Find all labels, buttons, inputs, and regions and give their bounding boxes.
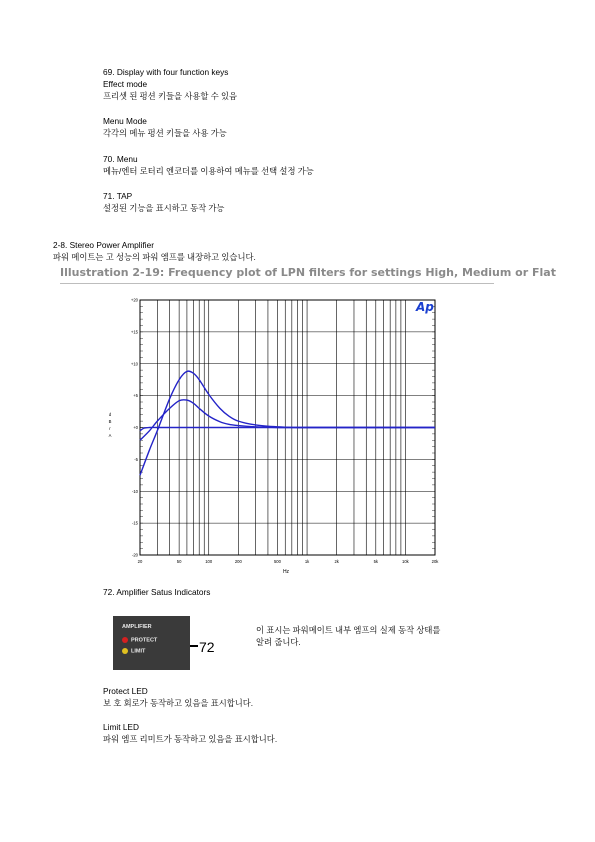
callout-line — [190, 645, 198, 647]
y-axis-label-char: r — [109, 426, 111, 431]
y-tick-labels — [131, 298, 139, 558]
ap-logo: Ap — [416, 300, 434, 314]
section-2-8-desc: 파워 메이트는 고 성능의 파워 엠프를 내장하고 있습니다. — [53, 252, 256, 262]
effect-mode-label: Effect mode — [103, 79, 148, 89]
x-tick-label: 20k — [431, 559, 439, 564]
protect-indicator — [122, 637, 157, 643]
effect-mode-desc: 프리셋 된 펑션 키들을 사용할 수 있음 — [103, 91, 238, 101]
y-tick-label: +0 — [133, 425, 138, 430]
section-70-title: 70. Menu — [103, 154, 138, 164]
series-line-3 — [140, 427, 435, 430]
menu-mode-label: Menu Mode — [103, 116, 147, 126]
frequency-plot — [105, 296, 440, 578]
x-tick-label: 20 — [137, 559, 143, 564]
section-2-8-title: 2-8. Stereo Power Amplifier — [53, 240, 154, 250]
section-70-desc: 메뉴/엔터 로터리 엔코더를 이용하여 메뉴를 선택 설정 가능 — [103, 166, 314, 176]
callout-number: 72 — [199, 639, 215, 655]
x-tick-label: 100 — [205, 559, 213, 564]
caption-divider — [60, 283, 494, 284]
section-69-title: 69. Display with four function keys — [103, 67, 229, 77]
y-axis-label-char: A — [108, 433, 112, 438]
y-tick-label: -5 — [134, 456, 138, 462]
y-axis-label-char: d — [108, 412, 112, 417]
section-72-desc-line1: 이 표시는 파워메이트 내부 엠프의 실제 동작 상태를 — [256, 625, 441, 635]
y-tick-label: +15 — [130, 329, 138, 335]
menu-mode-desc: 각각의 메뉴 펑션 키들을 사용 가능 — [103, 128, 227, 138]
section-72-title: 72. Amplifier Satus Indicators — [103, 587, 211, 597]
section-71-title: 71. TAP — [103, 191, 133, 201]
series-line-2 — [140, 400, 435, 441]
limit-led-icon — [122, 648, 128, 654]
x-axis-label: Hz — [282, 569, 290, 575]
limit-indicator-label: LIMIT — [131, 648, 146, 655]
y-tick-label: -20 — [131, 552, 138, 558]
protect-led-desc: 보 호 회로가 동작하고 있음을 표시합니다. — [103, 698, 254, 708]
x-tick-label: 1k — [304, 559, 310, 564]
protect-led-title: Protect LED — [103, 686, 148, 696]
x-tick-label: 50 — [176, 559, 182, 564]
amplifier-indicator-panel — [113, 616, 190, 670]
limit-indicator — [122, 648, 145, 654]
amplifier-panel-title: AMPLIFIER — [122, 624, 152, 630]
y-tick-label: -15 — [131, 520, 138, 526]
x-tick-label: 500 — [273, 559, 281, 564]
y-tick-label: +20 — [130, 297, 138, 303]
x-tick-labels — [138, 559, 440, 564]
x-tick-label: 5k — [373, 559, 379, 564]
protect-led-icon — [122, 637, 128, 643]
protect-indicator-label: PROTECT — [131, 637, 158, 644]
x-tick-label: 2k — [334, 559, 339, 564]
x-tick-label: 200 — [234, 559, 242, 564]
y-tick-label: +5 — [133, 393, 138, 399]
section-71-desc: 설정된 기능을 표시하고 동작 가능 — [103, 203, 225, 213]
y-axis-label-char: B — [108, 419, 112, 424]
limit-led-title: Limit LED — [103, 722, 139, 732]
section-72-desc-line2: 알려 줍니다. — [256, 637, 301, 647]
y-tick-label: +10 — [130, 361, 138, 367]
y-axis-label — [109, 412, 112, 438]
illustration-caption: Illustration 2-19: Frequency plot of LPN filters for settings High, Medium or Flat — [60, 266, 556, 279]
x-tick-label: 10k — [402, 559, 409, 564]
limit-led-desc: 파워 엠프 리미트가 동작하고 있음을 표시합니다. — [103, 734, 278, 744]
y-tick-label: -10 — [131, 488, 138, 494]
